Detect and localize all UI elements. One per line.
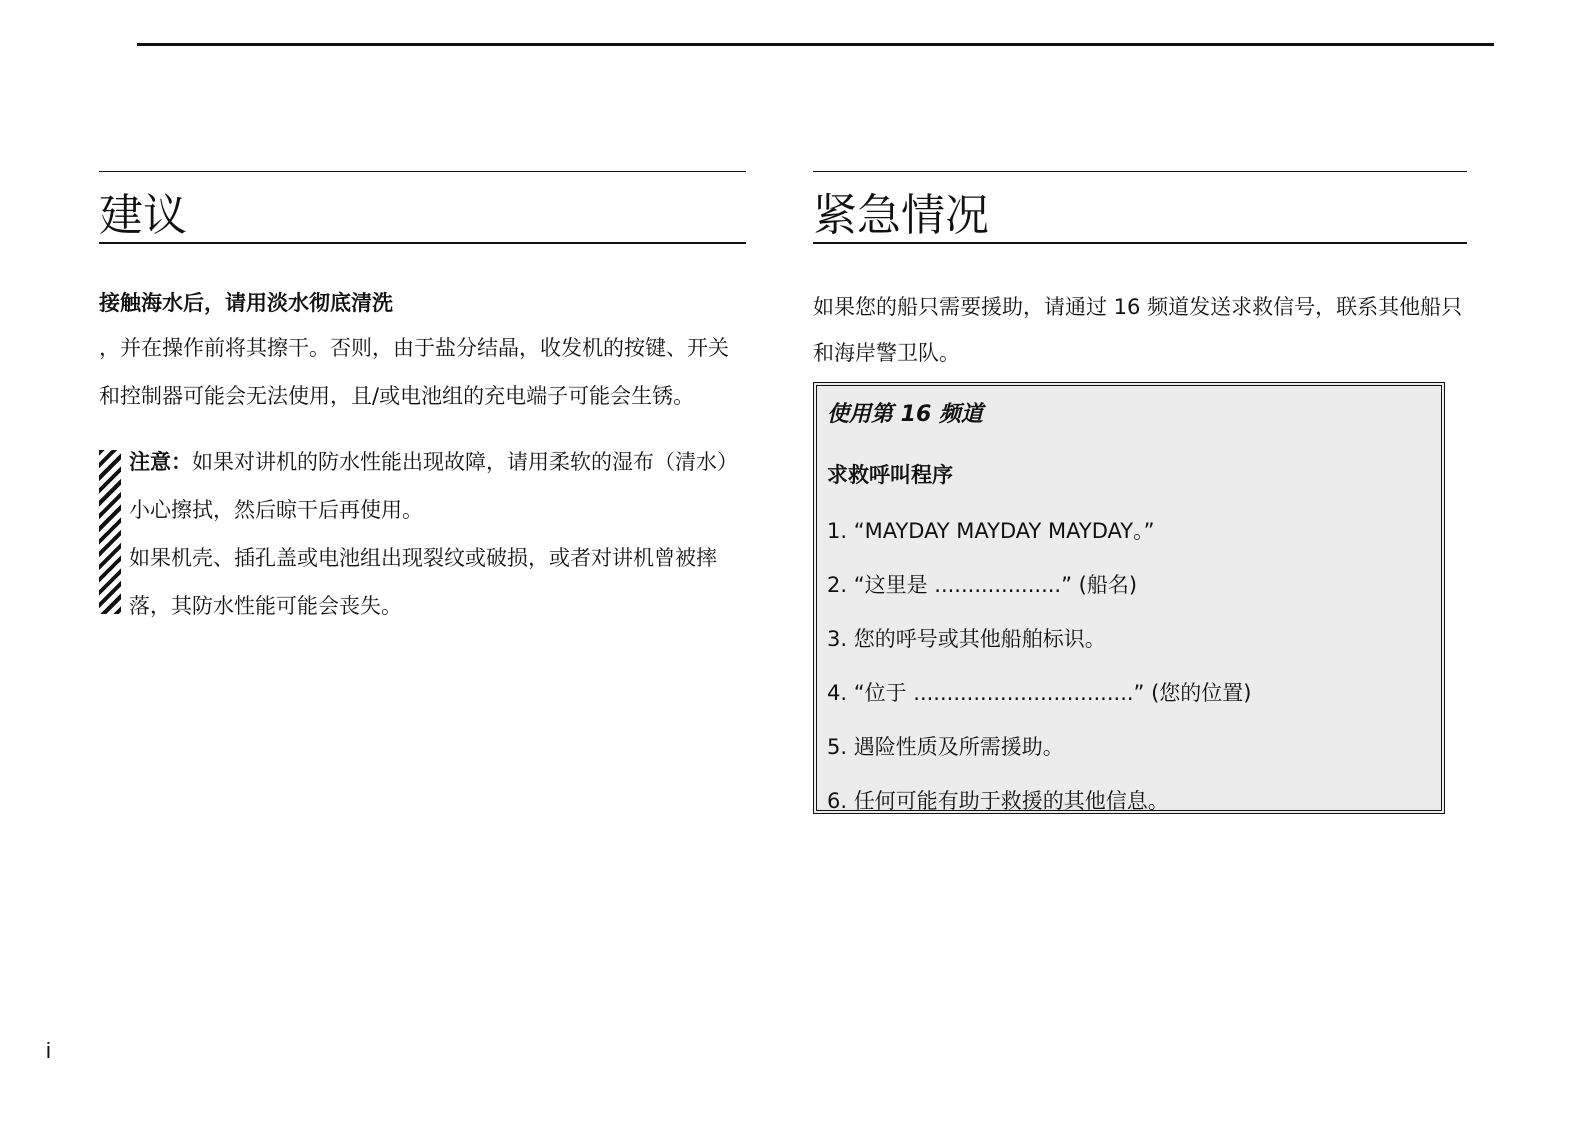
page-number: i [46,1038,51,1063]
emergency-section [813,171,1467,814]
caution-stripe-icon [99,450,121,614]
note-text-1: 如果对讲机的防水性能出现故障，请用柔软的湿布（清水）小心擦拭，然后晾干后再使用。 [129,450,738,522]
lead-instruction: 接触海水后，请用淡水彻底清洗 [99,291,393,315]
emergency-intro: 如果您的船只需要援助，请通过 16 频道发送求救信号，联系其他船只和海岸警卫队。 [813,295,1463,365]
distress-steps-list [827,516,1441,816]
list-item: 3. 您的呼号或其他船舶标识。 [827,627,1106,651]
box-title: 使用第 16 频道 [827,402,983,427]
caution-note [99,438,746,630]
body-paragraph: ，并在操作前将其擦干。否则，由于盐分结晶，收发机的按键、开关和控制器可能会无法使用，且/或电池组的充电端子可能会生锈。 [99,336,729,408]
recommendation-section [99,171,746,630]
note-paragraph-1 [129,438,746,534]
box-subtitle: 求救呼叫程序 [827,463,953,487]
section-title-emergency: 紧急情况 [813,172,1467,244]
list-item: 5. 遇险性质及所需援助。 [827,735,1064,759]
distress-call-box [813,382,1445,814]
list-item: 2. “这里是 ...................” (船名) [827,573,1138,597]
list-item: 4. “位于 .................................” (您的位置) [827,681,1252,705]
list-item: 1. “MAYDAY MAYDAY MAYDAY。” [827,519,1155,543]
header-rule [137,43,1494,46]
note-paragraph-2: 如果机壳、插孔盖或电池组出现裂纹或破损，或者对讲机曾被摔落，其防水性能可能会丧失。 [129,546,717,618]
section-title-recommendation: 建议 [99,172,746,244]
note-label: 注意： [129,450,192,474]
list-item: 6. 任何可能有助于救援的其他信息。 [827,789,1169,813]
